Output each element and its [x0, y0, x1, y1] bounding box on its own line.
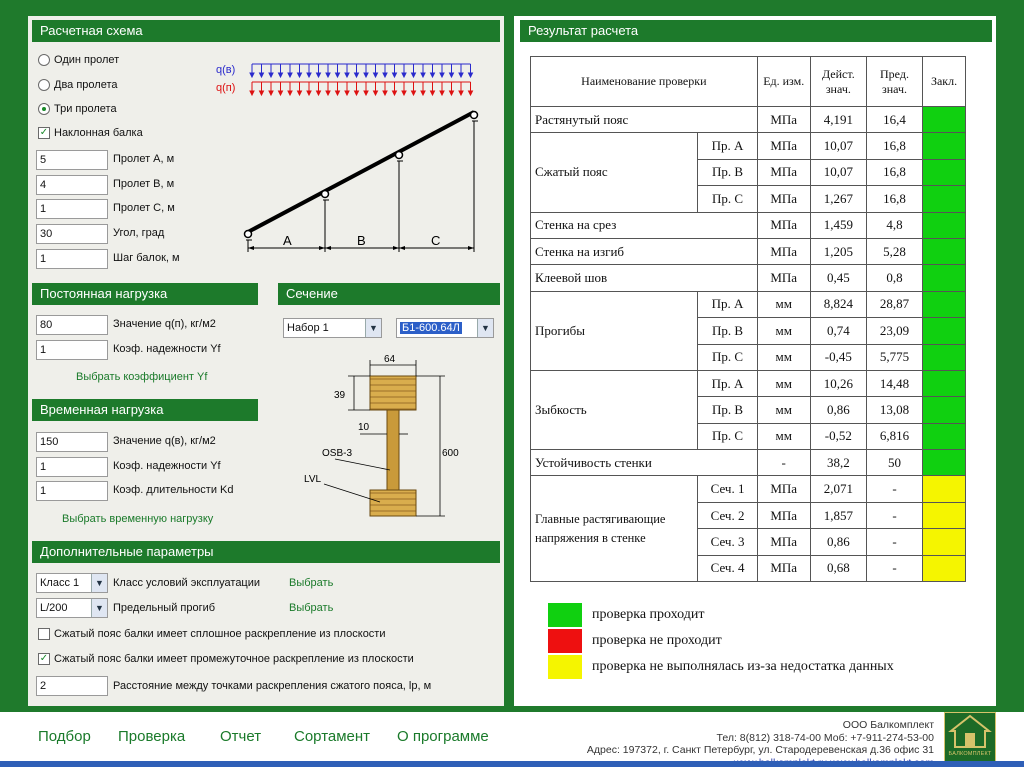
- section-header: Сечение: [278, 283, 500, 305]
- limit-cell: 28,87: [866, 291, 922, 317]
- status-cell: [923, 318, 966, 344]
- sub-cell: Пр. В: [698, 159, 757, 185]
- permanent-value-input[interactable]: 80: [36, 315, 108, 335]
- status-cell: [923, 555, 966, 581]
- limit-cell: 0,8: [866, 265, 922, 291]
- nav-about[interactable]: О программе: [397, 728, 489, 745]
- span-a-label: Пролет А, м: [113, 153, 175, 165]
- unit-cell: мм: [757, 291, 810, 317]
- kd-input[interactable]: 1: [36, 481, 108, 501]
- dim-height: 600: [442, 448, 459, 459]
- load-arrow-head: [459, 73, 463, 77]
- checkbox-box: ✓: [39, 653, 49, 664]
- status-cell: [923, 476, 966, 502]
- legend-fail: [548, 629, 722, 653]
- radio-dot: [38, 54, 50, 66]
- sub-cell: Пр. А: [698, 133, 757, 159]
- load-arrow-head: [393, 73, 397, 77]
- load-arrow-head: [250, 73, 254, 77]
- table-header-row: [531, 57, 966, 107]
- col-limit: Пред. знач.: [866, 57, 922, 107]
- load-arrow-head: [364, 91, 368, 95]
- load-arrow-head: [450, 91, 454, 95]
- load-arrow-head: [469, 91, 473, 95]
- temporary-coef-input[interactable]: 1: [36, 457, 108, 477]
- temporary-value-input[interactable]: 150: [36, 432, 108, 452]
- profile-select[interactable]: [396, 318, 494, 338]
- actual-cell: 0,45: [810, 265, 866, 291]
- status-cell: [923, 265, 966, 291]
- span-b-input[interactable]: 4: [36, 175, 108, 195]
- limit-cell: -: [866, 555, 922, 581]
- radio-label: Три пролета: [54, 103, 117, 115]
- nav-select[interactable]: Подбор: [38, 728, 91, 745]
- span-c-label: Пролет С, м: [113, 202, 175, 214]
- status-cell: [923, 186, 966, 212]
- load-arrow-head: [374, 73, 378, 77]
- extra-params-header: Дополнительные параметры: [32, 541, 500, 563]
- check-name: Растянутый пояс: [531, 107, 758, 133]
- table-row: [531, 107, 966, 133]
- web: [387, 410, 399, 490]
- load-arrow-head: [260, 73, 264, 77]
- profile-select-value: Б1-600.64Л: [402, 322, 460, 334]
- q-v-label: q(в): [216, 64, 236, 76]
- check-name: Стенка на изгиб: [531, 238, 758, 264]
- limit-cell: 16,8: [866, 186, 922, 212]
- actual-cell: 10,07: [810, 159, 866, 185]
- legend-pass: [548, 603, 704, 627]
- deflection-choose-link[interactable]: Выбрать: [289, 602, 334, 614]
- actual-cell: -0,52: [810, 423, 866, 449]
- load-arrow-head: [450, 73, 454, 77]
- table-row: [531, 133, 966, 159]
- load-arrow-head: [269, 91, 273, 95]
- taskbar-strip: [0, 761, 1024, 767]
- load-arrow-head: [440, 91, 444, 95]
- sub-cell: Сеч. 2: [698, 502, 757, 528]
- load-arrow-head: [421, 73, 425, 77]
- nav-check[interactable]: Проверка: [118, 728, 186, 745]
- sub-cell: Пр. С: [698, 423, 757, 449]
- chevron-down-icon: ▼: [477, 319, 493, 337]
- load-arrow-head: [307, 91, 311, 95]
- lvl-label: LVL: [304, 474, 322, 485]
- limit-cell: 16,8: [866, 133, 922, 159]
- unit-cell: мм: [757, 397, 810, 423]
- sub-cell: Пр. А: [698, 370, 757, 396]
- radio-label: Два пролета: [54, 79, 118, 91]
- limit-cell: 4,8: [866, 212, 922, 238]
- angle-input[interactable]: 30: [36, 224, 108, 244]
- status-cell: [923, 212, 966, 238]
- actual-cell: 0,86: [810, 397, 866, 423]
- radio-two-spans[interactable]: [38, 79, 118, 91]
- load-arrow-head: [317, 73, 321, 77]
- span-c-input[interactable]: 1: [36, 199, 108, 219]
- solid-bracing-checkbox[interactable]: [38, 628, 386, 640]
- status-cell: [923, 397, 966, 423]
- angle-label: Угол, град: [113, 227, 165, 239]
- class-label: Класс условий эксплуатации: [113, 577, 261, 589]
- col-name: Наименование проверки: [531, 57, 758, 107]
- load-arrow-head: [469, 73, 473, 77]
- chevron-down-icon: ▼: [91, 574, 107, 592]
- load-arrow-head: [412, 73, 416, 77]
- live-load-arrows: [250, 64, 473, 77]
- limit-cell: 6,816: [866, 423, 922, 449]
- status-cell: [923, 159, 966, 185]
- actual-cell: 10,07: [810, 133, 866, 159]
- status-cell: [923, 370, 966, 396]
- dim-web: 10: [358, 422, 370, 433]
- beam-step-label: Шаг балок, м: [113, 252, 180, 264]
- status-cell: [923, 423, 966, 449]
- load-arrow-head: [402, 91, 406, 95]
- swatch-pass: [548, 603, 582, 627]
- actual-cell: 1,459: [810, 212, 866, 238]
- radio-three-spans[interactable]: [38, 103, 117, 115]
- unit-cell: МПа: [757, 555, 810, 581]
- span-a-marker: A: [283, 233, 292, 248]
- unit-cell: МПа: [757, 133, 810, 159]
- class-select-value: Класс 1: [40, 577, 80, 589]
- check-name: Сжатый пояс: [531, 133, 698, 212]
- load-arrow-head: [355, 73, 359, 77]
- table-row: [531, 265, 966, 291]
- table-row: [531, 476, 966, 502]
- deflection-select[interactable]: [36, 598, 108, 618]
- company-phone: Тел: 8(812) 318-74-00 Моб: +7-911-274-53-00: [716, 731, 934, 744]
- span-c-marker: C: [431, 233, 441, 248]
- nav-assortment[interactable]: Сортамент: [294, 728, 371, 745]
- actual-cell: 0,86: [810, 529, 866, 555]
- status-cell: [923, 107, 966, 133]
- swatch-fail: [548, 629, 582, 653]
- unit-cell: МПа: [757, 212, 810, 238]
- table-row: [531, 212, 966, 238]
- company-address: Адрес: 197372, г. Санкт Петербург, ул. Стародеревенская д.36 офис 31: [586, 744, 934, 756]
- limit-cell: 23,09: [866, 318, 922, 344]
- beam-line: [248, 112, 474, 232]
- checkbox-box: ✓: [39, 127, 49, 138]
- company-logo: [944, 712, 996, 762]
- actual-cell: 10,26: [810, 370, 866, 396]
- unit-cell: мм: [757, 423, 810, 449]
- load-arrow-head: [345, 91, 349, 95]
- choose-coefficient-link[interactable]: Выбрать коэффициент Yf: [76, 371, 208, 383]
- dim-flange: 39: [334, 390, 346, 401]
- q-p-label: q(п): [216, 82, 236, 94]
- permanent-value-label: Значение q(п), кг/м2: [113, 318, 216, 330]
- span-b-label: Пролет В, м: [113, 178, 175, 190]
- actual-cell: -0,45: [810, 344, 866, 370]
- load-arrow-head: [260, 91, 264, 95]
- load-arrow-head: [459, 91, 463, 95]
- check-name: Прогибы: [531, 291, 698, 370]
- load-arrow-head: [440, 73, 444, 77]
- deflection-label: Предельный прогиб: [113, 602, 216, 614]
- checkbox-label: Сжатый пояс балки имеет сплошное раскрепление из плоскости: [54, 628, 386, 640]
- check-name: Стенка на срез: [531, 212, 758, 238]
- bracing-distance-label: Расстояние между точками раскрепления сжатого пояса, lp, м: [113, 680, 432, 692]
- limit-cell: 16,4: [866, 107, 922, 133]
- limit-cell: 5,775: [866, 344, 922, 370]
- bottom-flange: [370, 490, 416, 516]
- dim-width: 64: [384, 354, 396, 365]
- logo-text: БАЛКОМПЛЕКТ: [948, 751, 992, 757]
- load-arrow-head: [288, 91, 292, 95]
- inclined-beam-checkbox[interactable]: [38, 127, 143, 139]
- unit-cell: МПа: [757, 502, 810, 528]
- class-select[interactable]: [36, 573, 108, 593]
- limit-cell: -: [866, 529, 922, 555]
- load-arrow-head: [298, 91, 302, 95]
- actual-cell: 1,267: [810, 186, 866, 212]
- checkbox-label: Сжатый пояс балки имеет промежуточное раскрепление из плоскости: [54, 653, 414, 665]
- temporary-coef-label: Коэф. надежности Yf: [113, 460, 221, 472]
- unit-cell: мм: [757, 370, 810, 396]
- unit-cell: МПа: [757, 476, 810, 502]
- status-cell: [923, 133, 966, 159]
- section-drawing: [290, 352, 480, 522]
- load-arrow-head: [326, 73, 330, 77]
- load-arrow-head: [336, 91, 340, 95]
- sub-cell: Пр. С: [698, 186, 757, 212]
- span-b-marker: B: [357, 233, 366, 248]
- legend-na: [548, 655, 894, 679]
- radio-dot: [38, 103, 50, 115]
- span-a-input[interactable]: 5: [36, 150, 108, 170]
- sub-cell: Сеч. 3: [698, 529, 757, 555]
- load-arrow-head: [393, 91, 397, 95]
- legend-label: проверка проходит: [592, 607, 705, 622]
- radio-one-span[interactable]: [38, 54, 119, 66]
- load-arrow-head: [412, 91, 416, 95]
- load-arrow-head: [336, 73, 340, 77]
- limit-cell: 50: [866, 450, 922, 476]
- permanent-load-header: Постоянная нагрузка: [32, 283, 258, 305]
- chevron-down-icon: ▼: [365, 319, 381, 337]
- kd-label: Коэф. длительности Kd: [113, 484, 234, 496]
- table-row: [531, 370, 966, 396]
- load-arrow-head: [269, 73, 273, 77]
- sub-cell: Сеч. 4: [698, 555, 757, 581]
- set-select-value: Набор 1: [287, 322, 329, 334]
- results-table: [530, 56, 966, 582]
- unit-cell: МПа: [757, 107, 810, 133]
- load-arrow-head: [279, 91, 283, 95]
- load-arrow-head: [298, 73, 302, 77]
- load-arrow-head: [421, 91, 425, 95]
- unit-cell: мм: [757, 318, 810, 344]
- radio-label: Один пролет: [54, 54, 120, 66]
- choose-temporary-load-link[interactable]: Выбрать временную нагрузку: [62, 513, 214, 525]
- result-header: Результат расчета: [520, 20, 992, 42]
- beam-diagram: [200, 56, 500, 266]
- sub-cell: Пр. С: [698, 344, 757, 370]
- load-arrow-head: [326, 91, 330, 95]
- nav-report[interactable]: Отчет: [220, 728, 262, 745]
- actual-cell: 1,205: [810, 238, 866, 264]
- load-arrow-head: [250, 91, 254, 95]
- status-cell: [923, 344, 966, 370]
- load-arrow-head: [383, 91, 387, 95]
- actual-cell: 0,74: [810, 318, 866, 344]
- unit-cell: МПа: [757, 186, 810, 212]
- osb-label: OSB-3: [322, 448, 353, 459]
- status-cell: [923, 238, 966, 264]
- load-arrow-head: [364, 73, 368, 77]
- deflection-select-value: L/200: [40, 602, 68, 614]
- sub-cell: Пр. А: [698, 291, 757, 317]
- load-arrow-head: [317, 91, 321, 95]
- load-arrow-head: [374, 91, 378, 95]
- status-cell: [923, 291, 966, 317]
- sub-cell: Пр. В: [698, 397, 757, 423]
- unit-cell: МПа: [757, 238, 810, 264]
- actual-cell: 2,071: [810, 476, 866, 502]
- company-name: ООО Балкомплект: [842, 719, 934, 731]
- unit-cell: -: [757, 450, 810, 476]
- load-arrow-head: [431, 91, 435, 95]
- limit-cell: 16,8: [866, 159, 922, 185]
- actual-cell: 0,68: [810, 555, 866, 581]
- legend-label: проверка не выполнялась из-за недостатка данных: [592, 659, 894, 674]
- limit-cell: 13,08: [866, 397, 922, 423]
- status-cell: [923, 529, 966, 555]
- permanent-coef-label: Коэф. надежности Yf: [113, 343, 221, 355]
- actual-cell: 4,191: [810, 107, 866, 133]
- limit-cell: -: [866, 502, 922, 528]
- actual-cell: 1,857: [810, 502, 866, 528]
- check-name: Главные растягивающие напряжения в стенке: [531, 476, 698, 582]
- unit-cell: МПа: [757, 529, 810, 555]
- load-arrow-head: [383, 73, 387, 77]
- swatch-na: [548, 655, 582, 679]
- actual-cell: 8,824: [810, 291, 866, 317]
- check-name: Клеевой шов: [531, 265, 758, 291]
- set-select[interactable]: [283, 318, 382, 338]
- table-row: [531, 238, 966, 264]
- unit-cell: МПа: [757, 265, 810, 291]
- load-arrow-head: [288, 73, 292, 77]
- scheme-header: Расчетная схема: [32, 20, 500, 42]
- company-info: [540, 719, 934, 767]
- sub-cell: Сеч. 1: [698, 476, 757, 502]
- check-name: Зыбкость: [531, 370, 698, 449]
- unit-cell: мм: [757, 344, 810, 370]
- radio-dot: [38, 79, 50, 91]
- check-name: Устойчивость стенки: [531, 450, 758, 476]
- temporary-load-header: Временная нагрузка: [32, 399, 258, 421]
- col-actual: Дейст. знач.: [810, 57, 866, 107]
- unit-cell: МПа: [757, 159, 810, 185]
- temporary-value-label: Значение q(в), кг/м2: [113, 435, 216, 447]
- table-row: [531, 291, 966, 317]
- load-arrow-head: [279, 73, 283, 77]
- bracing-distance-input[interactable]: 2: [36, 676, 108, 696]
- limit-cell: -: [866, 476, 922, 502]
- load-arrow-head: [345, 73, 349, 77]
- checkbox-label: Наклонная балка: [54, 127, 143, 139]
- intermediate-bracing-checkbox[interactable]: [38, 653, 414, 665]
- sub-cell: Пр. В: [698, 318, 757, 344]
- legend-label: проверка не проходит: [592, 633, 722, 648]
- limit-cell: 14,48: [866, 370, 922, 396]
- chevron-down-icon: ▼: [91, 599, 107, 617]
- house-logo-icon: [945, 713, 995, 751]
- col-unit: Ед. изм.: [757, 57, 810, 107]
- checkbox-box: [38, 628, 50, 640]
- col-conclusion: Закл.: [923, 57, 966, 107]
- actual-cell: 38,2: [810, 450, 866, 476]
- permanent-coef-input[interactable]: 1: [36, 340, 108, 360]
- dead-load-arrows: [250, 82, 473, 95]
- load-arrow-head: [307, 73, 311, 77]
- beam-step-input[interactable]: 1: [36, 249, 108, 269]
- table-row: [531, 450, 966, 476]
- top-flange: [370, 376, 416, 410]
- status-cell: [923, 450, 966, 476]
- limit-cell: 5,28: [866, 238, 922, 264]
- load-arrow-head: [355, 91, 359, 95]
- status-cell: [923, 502, 966, 528]
- class-choose-link[interactable]: Выбрать: [289, 577, 334, 589]
- load-arrow-head: [402, 73, 406, 77]
- load-arrow-head: [431, 73, 435, 77]
